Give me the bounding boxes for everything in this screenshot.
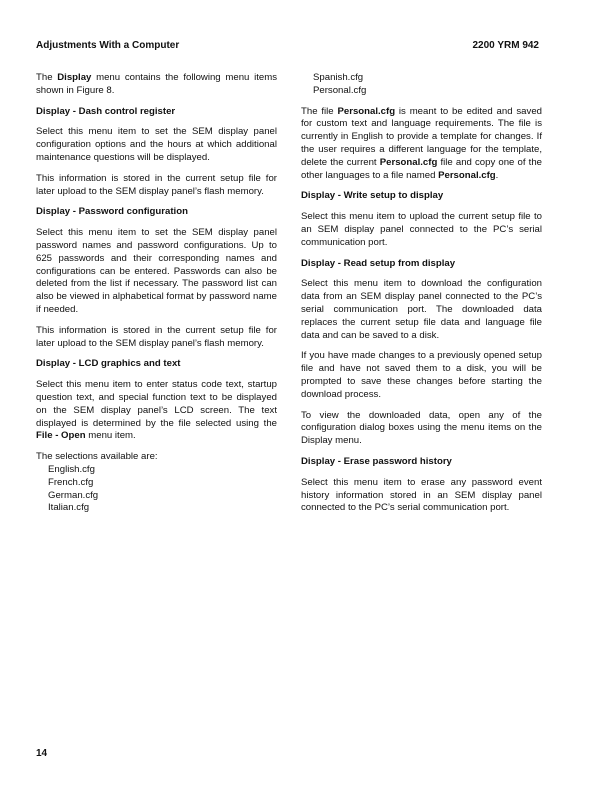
paragraph: If you have made changes to a previously opened setup file and have not saved them to a disk, you will be prompted to save these changes before starting the download process. (301, 350, 542, 400)
left-column (36, 72, 277, 523)
paragraph: This information is stored in the current setup file for later upload to the SEM display panel’s flash memory. (36, 172, 277, 197)
selections-intro: The selections available are: (36, 451, 158, 463)
heading-lcd-graphics-and-text: Display - LCD graphics and text (36, 358, 181, 370)
paragraph: This information is stored in the current setup file for later upload to the SEM display panel’s flash memory. (36, 324, 277, 349)
heading-read-setup-from-display: Display - Read setup from display (301, 257, 456, 269)
running-header-title: Adjustments With a Computer (36, 40, 180, 51)
page-number: 14 (36, 748, 48, 759)
list-item: French.cfg (48, 476, 94, 488)
heading-erase-password-history: Display - Erase password history (301, 455, 452, 467)
selections-list-continued (301, 72, 542, 98)
paragraph: Select this menu item to set the SEM display panel password names and password configurations. Up to 625 passwords and their corresponding names and configurations can be entered. Passwords can also be deleted from the list if necessary. The password list can also be viewed in alphabetical format by password name if needed. (36, 227, 277, 315)
running-header-doc-number: 2200 YRM 942 (472, 40, 539, 51)
list-item: English.cfg (48, 463, 95, 475)
heading-write-setup-to-display: Display - Write setup to display (301, 190, 444, 202)
paragraph: Select this menu item to set the SEM display panel configuration options and the hours at which additional maintenance questions will be displayed. (36, 126, 277, 163)
heading-dash-control-register: Display - Dash control register (36, 105, 176, 117)
list-item: Spanish.cfg (313, 72, 364, 83)
paragraph: Select this menu item to enter status code text, startup question text, and special function text to be displayed on the SEM display panel’s LCD screen. The text displayed is determined by the file selected using the File - Open menu item. (36, 379, 277, 442)
paragraph: To view the downloaded data, open any of the configuration dialog boxes using the menu items on the Display menu. (301, 409, 542, 447)
right-column (301, 72, 542, 523)
paragraph: Select this menu item to erase any password event history information stored in an SEM display panel connected to the PC’s serial communication port. (301, 476, 542, 514)
intro-paragraph: The Display menu contains the following menu items shown in Figure 8. (36, 72, 277, 96)
heading-password-configuration: Display - Password configuration (36, 206, 188, 218)
paragraph: Select this menu item to download the configuration data from an SEM display panel connected to the PC’s serial communication port. The downloaded data replaces the current setup file data and language file data and can be saved to a disk. (301, 278, 542, 341)
paragraph: Select this menu item to upload the current setup file to an SEM display panel connected to the PC’s serial communication port. (301, 211, 542, 248)
list-item: Personal.cfg (313, 84, 367, 96)
list-item: Italian.cfg (48, 502, 90, 514)
list-item: German.cfg (48, 489, 99, 501)
selections-list (36, 451, 277, 515)
paragraph-personal-cfg: The file Personal.cfg is meant to be edited and saved for custom text and language requirements. The file is currently in English to provide a template for changes. If the user requires a different language for the template, delete the current Personal.cfg file and copy one of the other languages to a file named Personal.cfg. (301, 105, 542, 181)
